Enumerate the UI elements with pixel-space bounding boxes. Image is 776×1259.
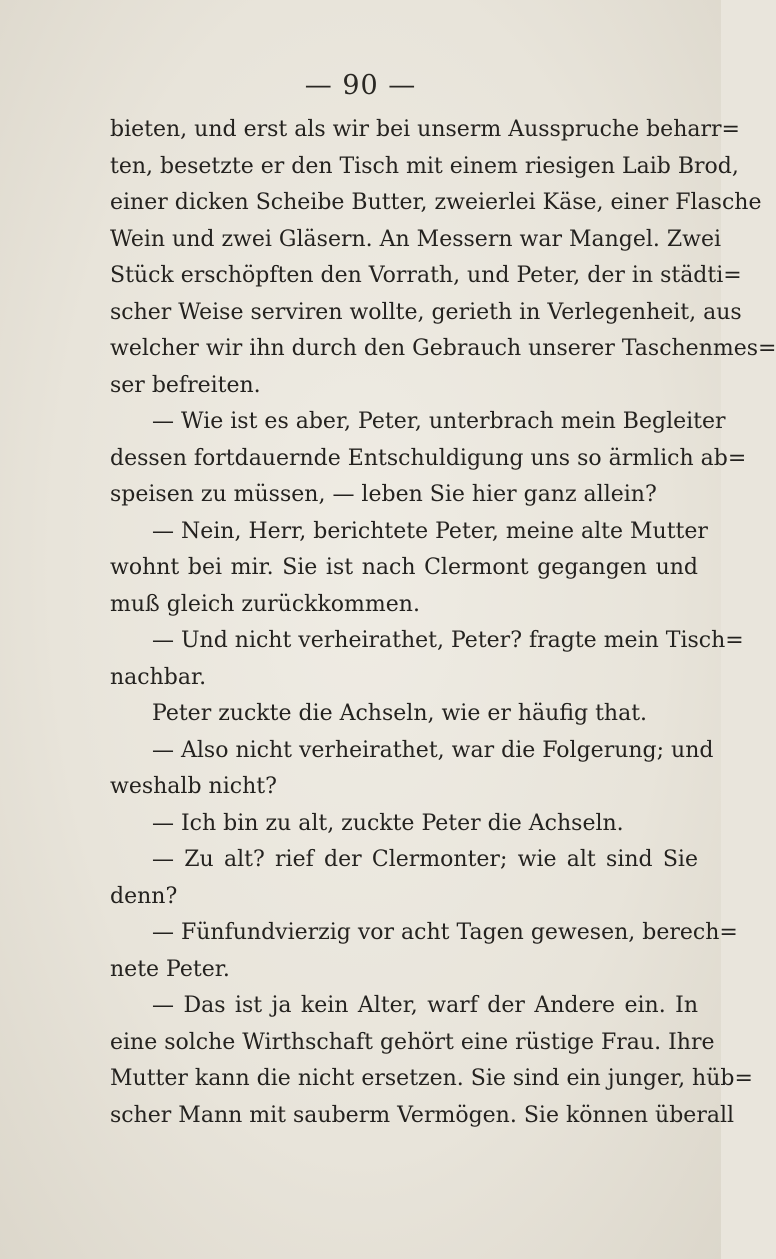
text-line: nachbar. <box>110 664 207 690</box>
text-line: — Nein, Herr, berichtete Peter, meine alte Mutter <box>152 518 708 544</box>
text-line: eine solche Wirthschaft gehört eine rüstige Frau. Ihre <box>110 1029 715 1055</box>
text-line: einer dicken Scheibe Butter, zweierlei Käse, einer Flasche <box>110 190 762 215</box>
text-line: — Also nicht verheirathet, war die Folgerung; und <box>152 737 714 763</box>
text-line: ser befreiten. <box>110 372 261 398</box>
text-line: Wein und zwei Gläsern. An Messern war Mangel. Zwei <box>110 226 722 252</box>
text-line: — Das ist ja kein Alter, warf der Andere ein. In <box>152 993 698 1018</box>
text-line: ten, besetzte er den Tisch mit einem riesigen Laib Brod, <box>110 153 739 179</box>
text-line: wohnt bei mir. Sie ist nach Clermont gegangen und <box>110 555 698 580</box>
text-line: denn? <box>110 883 178 909</box>
text-line: — Fünfundvierzig vor acht Tagen gewesen, berech= <box>152 920 738 945</box>
text-line: Mutter kann die nicht ersetzen. Sie sind ein junger, hüb= <box>110 1066 753 1091</box>
text-line: scher Weise serviren wollte, gerieth in Verlegenheit, aus <box>110 299 742 325</box>
text-line: speisen zu müssen, — leben Sie hier ganz allein? <box>110 482 657 507</box>
body-text <box>110 112 776 1134</box>
text-line: scher Mann mit sauberm Vermögen. Sie können überall <box>110 1102 735 1128</box>
text-line: bieten, und erst als wir bei unserm Ausspruche beharr= <box>110 117 740 142</box>
page-number: — 90 — <box>304 70 417 101</box>
text-line: welcher wir ihn durch den Gebrauch unserer Taschenmes= <box>110 336 776 361</box>
text-line: — Ich bin zu alt, zuckte Peter die Achseln. <box>152 810 624 836</box>
text-line: — Zu alt? rief der Clermonter; wie alt sind Sie <box>152 847 698 872</box>
text-line: weshalb nicht? <box>110 774 277 799</box>
text-line: — Wie ist es aber, Peter, unterbrach mein Begleiter <box>152 409 726 434</box>
text-line: — Und nicht verheirathet, Peter? fragte mein Tisch= <box>152 628 744 653</box>
text-line: nete Peter. <box>110 956 230 982</box>
text-line: dessen fortdauernde Entschuldigung uns so ärmlich ab= <box>110 445 747 471</box>
text-line: Peter zuckte die Achseln, wie er häufig that. <box>152 701 648 726</box>
text-line: muß gleich zurückkommen. <box>110 591 420 617</box>
text-line: Stück erschöpften den Vorrath, und Peter, der in städti= <box>110 263 742 288</box>
